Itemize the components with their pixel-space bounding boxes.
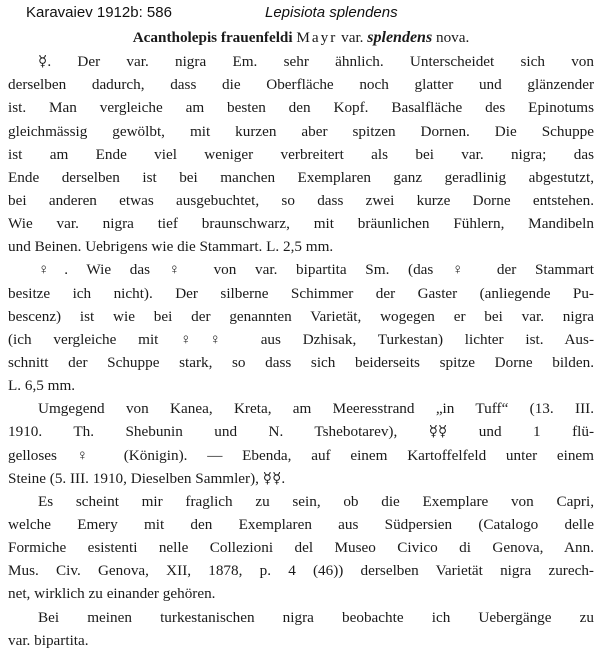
closing-paragraph bbox=[8, 606, 594, 652]
text-line: Steine (5. III. 1910, Dieselben Sammler), ☿☿. bbox=[8, 469, 286, 487]
text-line: ☿. Der var. nigra Em. sehr ähnlich. Unterscheidet sich von bbox=[38, 53, 594, 71]
text-line: Es scheint mir fraglich zu sein, ob die Exemplare von Capri, bbox=[38, 492, 594, 510]
taxon-header: Lepisiota splendens bbox=[265, 4, 398, 21]
text-line: Wie var. nigra tief braunschwarz, mit bräunlichen Fühlern, Mandibeln bbox=[8, 215, 594, 233]
variety-name: splendens bbox=[367, 29, 433, 46]
status-label: nova. bbox=[435, 29, 470, 46]
queen-description bbox=[8, 258, 594, 397]
text-line: Bei meinen turkestanischen nigra beobachte ich Uebergänge zu bbox=[38, 608, 594, 626]
text-line: bei anderen etwas ausgebuchtet, so dass zwei kurze Dorne entstehen. bbox=[8, 192, 594, 209]
text-line: und Beinen. Uebrigens wie die Stammart. L. 2,5 mm. bbox=[8, 238, 334, 256]
text-line: var. bipartita. bbox=[8, 631, 89, 649]
text-line: Ende derselben ist bei manchen Exemplaren ganz geradlinig abgestutzt, bbox=[8, 168, 594, 186]
text-line: ♀. Wie das ♀ von var. bipartita Sm. (das ♀ der Stammart bbox=[38, 261, 594, 279]
species-author: Mayr bbox=[296, 29, 338, 46]
text-line: 1910. Th. Shebunin und N. Tshebotarev), ☿☿ und 1 flü- bbox=[8, 423, 594, 441]
var-label: var. bbox=[341, 29, 364, 46]
worker-description bbox=[8, 50, 594, 258]
text-line: gelloses ♀ (Königin). — Ebenda, auf einem Kartoffelfeld unter einem bbox=[8, 446, 594, 464]
text-line: besitze ich nicht). Der silberne Schimmer der Gaster (anliegende Pu- bbox=[8, 284, 594, 302]
text-line: welche Emery mit den Exemplaren aus Südpersien (Catalogo delle bbox=[8, 515, 594, 533]
document-page bbox=[8, 26, 594, 652]
text-line: schnitt der Schuppe stark, so dass sich beiderseits spitze Dorne bilden. bbox=[8, 353, 594, 371]
text-line: Umgegend von Kanea, Kreta, am Meeresstrand „in Tuff“ (13. III. bbox=[38, 400, 594, 418]
remark-paragraph bbox=[8, 490, 594, 606]
text-line: derselben dadurch, dass die Oberfläche noch glatter und glänzender bbox=[8, 76, 594, 94]
text-line: Mus. Civ. Genova, XII, 1878, p. 4 (46)) derselben Varietät nigra zurech- bbox=[8, 562, 594, 580]
citation-header: Karavaiev 1912b: 586 bbox=[26, 4, 172, 21]
text-line: ist am Ende viel weniger verbreitert als bei var. nigra; das bbox=[8, 145, 594, 163]
species-title bbox=[8, 26, 594, 49]
text-line: bescenz) ist wie bei der genannten Varietät, wogegen er bei var. nigra bbox=[8, 307, 594, 325]
text-line: (ich vergleiche mit ♀♀ aus Dzhisak, Turkestan) lichter ist. Aus- bbox=[8, 330, 594, 348]
text-line: gleichmässig gewölbt, mit kurzen aber spitzen Dornen. Die Schuppe bbox=[8, 122, 594, 140]
text-line: Formiche esistenti nelle Collezioni del Museo Civico di Genova, Ann. bbox=[8, 539, 594, 557]
text-line: net, wirklich zu einander gehören. bbox=[8, 585, 216, 603]
text-line: L. 6,5 mm. bbox=[8, 377, 76, 395]
locality-paragraph bbox=[8, 397, 594, 490]
text-line: ist. Man vergleiche am besten den Kopf. Basalfläche des Epinotums bbox=[8, 99, 594, 117]
species-name: Acantholepis frauenfeldi bbox=[132, 29, 293, 46]
